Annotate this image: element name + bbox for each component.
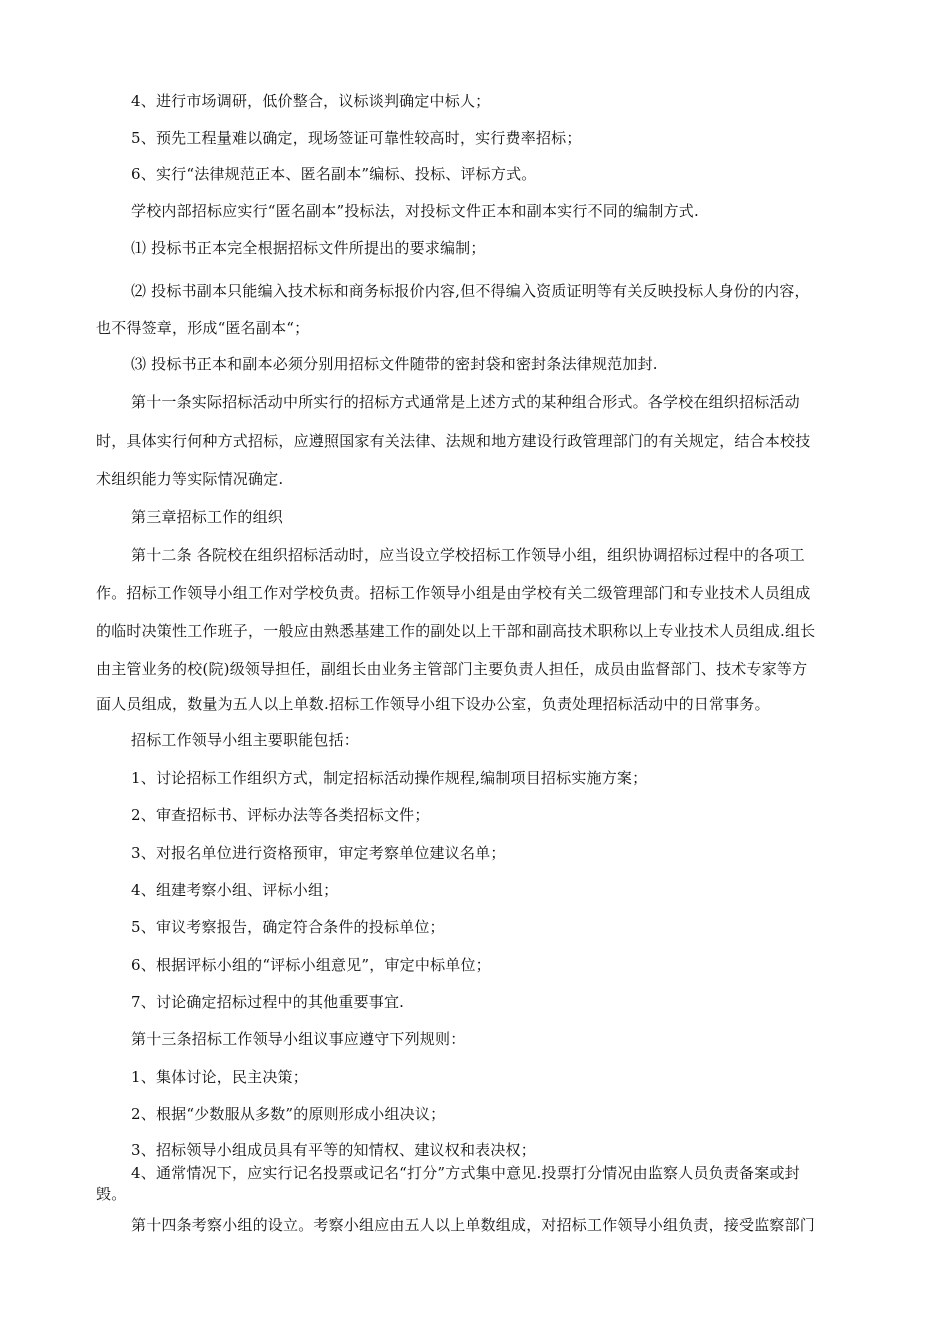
list-item: 4、组建考察小组、评标小组； <box>131 881 339 899</box>
paragraph-continuation: 毁。 <box>96 1185 127 1203</box>
list-item: 6、实行“法律规范正本、匿名副本”编标、投标、评标方式。 <box>131 165 537 183</box>
list-item: 1、集体讨论，民主决策； <box>131 1068 308 1086</box>
paragraph-continuation: 由主管业务的校(院)级领导担任，副组长由业务主管部门主要负责人担任，成员由监督部门、技术专家等方 <box>96 660 808 678</box>
list-item: 3、招标领导小组成员具有平等的知情权、建议权和表决权； <box>131 1141 536 1159</box>
paragraph: 第十三条招标工作领导小组议事应遵守下列规则： <box>131 1030 466 1048</box>
list-item: 4、进行市场调研，低价整合，议标谈判确定中标人； <box>131 92 491 110</box>
list-item: ⑶ 投标书正本和副本必须分别用招标文件随带的密封袋和密封条法律规范加封. <box>131 355 658 373</box>
list-item: 4、通常情况下，应实行记名投票或记名“打分”方式集中意见.投票打分情况由监察人员负责备案或封 <box>131 1164 800 1182</box>
list-item: 5、预先工程量难以确定，现场签证可靠性较高时，实行费率招标； <box>131 129 582 147</box>
paragraph: 第十一条实际招标活动中所实行的招标方式通常是上述方式的某种组合形式。各学校在组织招标活动 <box>131 393 800 411</box>
list-item: 6、根据评标小组的“评标小组意见”，审定中标单位； <box>131 956 491 974</box>
paragraph: 招标工作领导小组主要职能包括： <box>131 731 360 749</box>
list-item: 2、根据“少数服从多数”的原则形成小组决议； <box>131 1105 446 1123</box>
chapter-heading: 第三章招标工作的组织 <box>131 508 284 526</box>
paragraph-continuation: 时，具体实行何种方式招标，应遵照国家有关法律、法规和地方建设行政管理部门的有关规定，结合本校技 <box>96 432 811 450</box>
paragraph-continuation: 面人员组成，数量为五人以上单数.招标工作领导小组下设办公室，负责处理招标活动中的日常事务。 <box>96 695 770 713</box>
list-item: 7、讨论确定招标过程中的其他重要事宜. <box>131 993 405 1011</box>
paragraph: 第十四条考察小组的设立。考察小组应由五人以上单数组成，对招标工作领导小组负责，接受监察部门 <box>131 1216 816 1234</box>
paragraph-continuation: 术组织能力等实际情况确定. <box>96 470 284 488</box>
list-item: ⑴ 投标书正本完全根据招标文件所提出的要求编制； <box>131 239 486 257</box>
paragraph: 学校内部招标应实行“匿名副本”投标法，对投标文件正本和副本实行不同的编制方式. <box>131 202 699 220</box>
list-item: 2、审查招标书、评标办法等各类招标文件； <box>131 806 430 824</box>
list-item: 3、对报名单位进行资格预审，审定考察单位建议名单； <box>131 844 506 862</box>
paragraph-continuation: 也不得签章，形成“匿名副本“； <box>96 319 310 337</box>
paragraph-continuation: 作。招标工作领导小组工作对学校负责。招标工作领导小组是由学校有关二级管理部门和专业技术人员组成 <box>96 584 811 602</box>
list-item: 5、审议考察报告，确定符合条件的投标单位； <box>131 918 445 936</box>
paragraph: 第十二条 各院校在组织招标活动时，应当设立学校招标工作领导小组，组织协调招标过程中的各项工 <box>131 546 805 564</box>
paragraph-continuation: 的临时决策性工作班子，一般应由熟悉基建工作的副处以上干部和副高技术职称以上专业技术人员组成.组长 <box>96 622 816 640</box>
list-item: ⑵ 投标书副本只能编入技术标和商务标报价内容,但不得编入资质证明等有关反映投标人身份的内容， <box>131 282 810 300</box>
list-item: 1、讨论招标工作组织方式，制定招标活动操作规程,编制项目招标实施方案； <box>131 769 648 787</box>
